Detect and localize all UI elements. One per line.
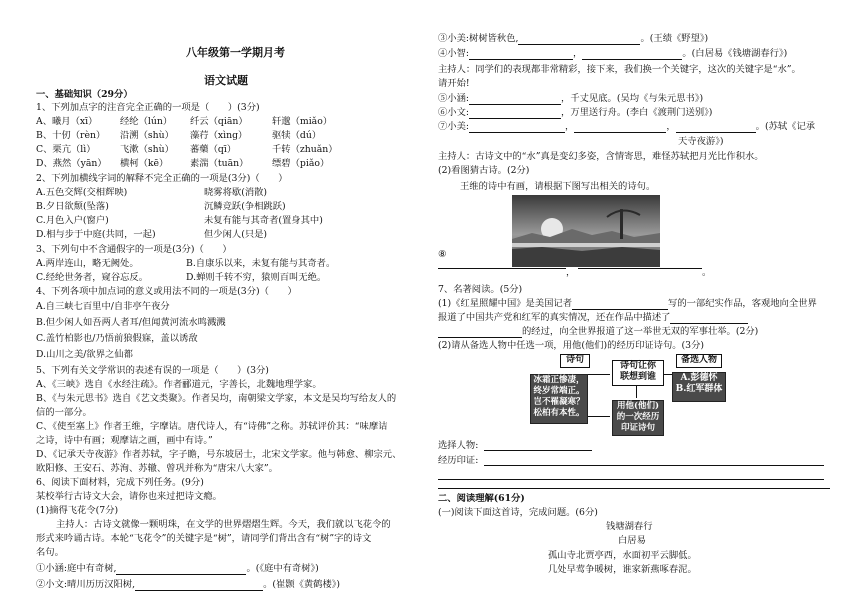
- q4-option-c: C.盖竹柏影也/乃悟前狼假寐，盖以诱敌: [36, 333, 198, 344]
- q7-p1-text-a: (1)《红星照耀中国》是美国记者: [438, 298, 573, 309]
- q6-item-1: [36, 562, 319, 575]
- q6-sub2-heading: (2)看图猜古诗。(2分): [438, 165, 530, 176]
- item-2-given: ②小文:晴川历历汉阳树,: [36, 579, 136, 590]
- q7-part2: (2)请从备选人物中任选一项，用他(他们)的经历印证诗句。(3分): [438, 340, 705, 351]
- item-5-source: ，千丈见底。(吴均《与朱元思书》): [561, 93, 704, 104]
- r1-poem-author: 白居易: [618, 535, 646, 546]
- exam-title: 八年级第一学期月考: [186, 46, 285, 59]
- poem-line-2: 终岁常端正。: [533, 386, 585, 396]
- q5-stem: 5、下列有关文学常识的表述有误的一项是（ ）(3分): [36, 365, 269, 376]
- item-3-answer-blank[interactable]: [518, 34, 640, 45]
- q5-option-b-2: 信的一部分。: [36, 407, 92, 418]
- q2-option-b-1: B.夕日欲颓(坠落): [36, 201, 109, 212]
- q7-p1-text-c: 报道了中国共产党和红军的真实情况，还在作品中描述了: [438, 312, 671, 323]
- q3-option-b: B.自康乐以来，未复有能与其奇者。: [186, 258, 336, 269]
- q7-part1-line1: [438, 297, 817, 310]
- q5-option-c-2: 之诗，诗中有画；观摩诘之画，画中有诗。”: [36, 435, 213, 446]
- q1-option-b-1: B、十仞（rèn）: [36, 130, 106, 141]
- q6-intro: 某校举行古诗文大会，请你也来过把诗文瘾。: [36, 491, 222, 502]
- item-5-given: ⑤小涵:: [438, 93, 470, 104]
- item-8-label: ⑧: [438, 249, 447, 260]
- q4-option-a: A.自三峡七百里中/自非亭午夜分: [36, 301, 170, 312]
- q3-option-a: A.两岸连山，略无阙处。: [36, 258, 139, 269]
- poem-line-3: 岂不罹凝寒？: [533, 397, 585, 407]
- item-6-given: ⑥小文:: [438, 107, 470, 118]
- item-2-answer-blank[interactable]: [135, 580, 263, 591]
- q1-option-d-3: 素湍（tuān）: [190, 158, 249, 169]
- item-8-comma: ，: [566, 267, 576, 278]
- q6-host2-text-2: 请开始!: [438, 78, 470, 89]
- q2-option-a-1: A.五色交辉(交相辉映): [36, 187, 128, 198]
- item-1-answer-blank[interactable]: [116, 564, 246, 575]
- item-4-given: ④小智:: [438, 48, 470, 59]
- q1-option-c-1: C、栗亢（lì）: [36, 144, 96, 155]
- q1-option-a-1: A、曦月（xī）: [36, 116, 98, 127]
- item-7-answer-blank-2[interactable]: [574, 122, 666, 133]
- diagram-recall-box: [612, 360, 664, 386]
- q7-stem: 7、名著阅读。(5分): [438, 284, 523, 295]
- q2-option-c-1: C.月色入户(窗户): [36, 215, 109, 226]
- q1-option-c-3: 蕃藥（qī）: [190, 144, 237, 155]
- arrow-recall-to-verify: [636, 386, 637, 398]
- q1-option-d-1: D、燕然（yān）: [36, 158, 107, 169]
- section-2-heading: 二、阅读理解(61分): [438, 493, 525, 504]
- r1-poem-line-2: 几处早莺争暖树，谁家新燕啄春泥。: [548, 564, 697, 575]
- recall-line-1: 诗句让你: [619, 361, 656, 371]
- q6-sub2-desc: 王维的诗中有画，请根据下图写出相关的诗句。: [460, 181, 656, 192]
- item-3-given: ③小美:树树皆秋色,: [438, 33, 519, 44]
- q4-stem: 4、下列各项中加点词的意义或用法不同的一项是(3分)（ ）: [36, 286, 297, 297]
- item-4-answer-blank-1[interactable]: [469, 49, 573, 60]
- q6-item-2: [36, 578, 340, 591]
- q7-pick-answer-line[interactable]: [484, 450, 592, 451]
- q6-host-text-3: 名句。: [36, 547, 64, 558]
- q1-option-d-4: 缥碧（piǎo）: [272, 158, 330, 169]
- poem-line-4: 松柏有本性。: [533, 408, 585, 418]
- q7-event-blank-cont[interactable]: [438, 327, 522, 338]
- q2-option-b-2: 沉鳞竞跃(争相跳跃): [204, 201, 286, 212]
- item-7-answer-blank-1[interactable]: [469, 122, 565, 133]
- diagram-candidates-box: [672, 372, 726, 402]
- item-1-given: ①小涵:庭中有奇树,: [36, 563, 117, 574]
- q1-option-b-3: 藻荇（xìng）: [190, 130, 248, 141]
- q5-option-c-1: C、《使至塞上》作者王维，字摩诘。唐代诗人，有“诗佛”之称。苏轼评价其：“味摩诘: [36, 421, 388, 432]
- item-8-answer-line-2[interactable]: [578, 268, 702, 269]
- q3-option-c: C.经纶世务者，窥谷忘反。: [36, 272, 149, 283]
- q2-option-a-2: 晓雾将歇(消散): [204, 187, 268, 198]
- diagram-poem-label: 诗句: [560, 354, 590, 368]
- q6-item-5: [438, 92, 703, 105]
- q4-option-b: B.但少闲人如吾两人者耳/但闻黄河流水鸣溅溅: [36, 317, 226, 328]
- diagram-poem-text: [530, 374, 588, 424]
- item-5-answer-blank[interactable]: [469, 94, 561, 105]
- q6-item-3: [438, 32, 708, 45]
- r1-poem-title: 钱塘湖春行: [606, 521, 653, 532]
- q3-option-d: D.蝉则千转不穷，猿则百叫无绝。: [186, 272, 327, 283]
- item-4-comma: ，: [573, 48, 583, 59]
- q1-option-b-4: 驱犊（dú）: [272, 130, 322, 141]
- q6-host3-text: 主持人：古诗文中的“水”真是变幻多姿，含情寄思，难怪苏轼把月光比作积水。: [438, 151, 764, 162]
- item-4-answer-blank-2[interactable]: [582, 49, 682, 60]
- item-8-period: 。: [702, 267, 712, 278]
- q6-stem: 6、阅读下面材料，完成下列任务。(9分): [36, 477, 204, 488]
- q7-proof-label: 经历印证:: [438, 455, 479, 466]
- item-1-source: 。(《庭中有奇树》): [246, 563, 319, 574]
- item-7-comma-1: ，: [565, 121, 575, 132]
- q2-option-d-1: D.相与步于中庭(共同，一起): [36, 229, 156, 240]
- q7-event-blank[interactable]: [670, 313, 748, 324]
- q6-host-text-1: 主持人：古诗文就像一颗明珠，在文学的世界熠熠生辉。今天，我们就以飞花令的: [56, 519, 391, 530]
- q5-option-d-2: 欧阳修、王安石、苏洵、苏辙、曾巩并称为“唐宋八大家”。: [36, 463, 278, 474]
- q1-option-a-4: 轩邈（miǎo）: [272, 116, 333, 127]
- section-divider: [438, 488, 830, 489]
- poem-line-1: 冰霜正惨凄，: [533, 375, 585, 385]
- r1-poem-line-1: 孤山寺北贾亭西，水面初平云脚低。: [548, 550, 697, 561]
- item-6-answer-blank[interactable]: [469, 108, 561, 119]
- q6-host-text-2: 形式来吟诵古诗。本轮“飞花令”的关键字是“树”，请同学们背出含有“树”字的诗文: [36, 533, 372, 544]
- q6-sub1-heading: (1)摘得飞花令(7分): [36, 505, 119, 516]
- q7-proof-answer-line-2[interactable]: [438, 479, 824, 480]
- item-6-source: ，万里送行舟。(李白《渡荆门送别》): [561, 107, 713, 118]
- q3-stem: 3、下列句中不含通假字的一项是(3分)（ ）: [36, 244, 232, 255]
- recall-line-2: 联想到谁: [619, 372, 656, 382]
- item-7-source-cont: 天寺夜游》): [678, 136, 724, 147]
- item-7-comma-2: ，: [666, 121, 676, 132]
- q6-item-4: [438, 47, 787, 60]
- q7-pick-label: 选择人物:: [438, 440, 479, 451]
- q7-p1-text-b: 写的一部纪实作品，客观地向全世界: [668, 298, 817, 309]
- q5-option-a: A、《三峡》选自《水经注疏》。作者郦道元，字善长，北魏地理学家。: [36, 379, 322, 390]
- diagram-candidates-label: 备选人物: [676, 354, 722, 368]
- q7-part1-line2: [438, 311, 748, 324]
- q1-option-c-2: 飞漱（shù）: [120, 144, 174, 155]
- item-4-source: 。(白居易《钱塘湖春行》): [682, 48, 788, 59]
- arrow-recall-to-candidates: [664, 374, 672, 375]
- r1-stem: (一)阅读下面这首诗，完成问题。(6分): [438, 507, 598, 518]
- q6-item-6: [438, 106, 712, 119]
- q5-option-d-1: D、《记承天寺夜游》作者苏轼，字子瞻，号东坡居士，北宋文学家。他与韩愈、柳宗元、: [36, 449, 402, 460]
- arrow-verify-to-poem: [588, 416, 610, 417]
- q7-diagram: [524, 352, 732, 438]
- item-7-given: ⑦小美:: [438, 121, 470, 132]
- q1-option-a-2: 经纶（lún）: [120, 116, 173, 127]
- q1-option-a-3: 纤云（qiān）: [190, 116, 248, 127]
- q7-p1-text-d: 的经过，向全世界报道了这一举世无双的军事壮举。(2分): [522, 326, 759, 337]
- q1-option-c-4: 千转（zhuǎn）: [272, 144, 338, 155]
- q1-option-b-2: 沿溯（shù）: [120, 130, 174, 141]
- section-1-heading: 一、基础知识（29分）: [36, 89, 133, 100]
- subject-title: 语文试题: [204, 74, 248, 87]
- item-2-source: 。(崔颢《黄鹤楼》): [263, 579, 341, 590]
- q2-option-c-2: 未复有能与其奇者(置身其中): [204, 215, 323, 226]
- verify-line-2: 的一次经历: [616, 412, 660, 422]
- item-8-answer-line-1[interactable]: [438, 268, 566, 269]
- item-7-source: 。(苏轼《记承: [755, 121, 816, 132]
- q1-stem: 1、下列加点字的注音完全正确的一项是（ ）(3分): [36, 102, 260, 113]
- item-7-answer-blank-3[interactable]: [676, 122, 756, 133]
- item-3-source: 。(王绩《野望》): [640, 33, 709, 44]
- arrow-poem-to-recall: [588, 374, 610, 375]
- q7-proof-answer-line-1[interactable]: [484, 465, 824, 466]
- verify-line-1: 用他(他们): [616, 401, 660, 411]
- q5-option-b-1: B、《与朱元思书》选自《艺文类聚》。作者吴均，南朝梁文学家，本文是吴均写给友人的: [36, 393, 397, 404]
- q6-item-7: [438, 120, 815, 133]
- q2-stem: 2、下列加横线字词的解释不完全正确的一项是(3分)（ ）: [36, 173, 288, 184]
- candidate-a: A.彭德怀: [680, 373, 718, 383]
- q4-option-d: D.山川之美/欲界之仙都: [36, 349, 133, 360]
- q7-reporter-blank[interactable]: [572, 299, 668, 310]
- q6-host2-text-1: 主持人：同学们的表现都非常精彩，接下来，我们换一个关键字，这次的关键字是“水”。: [438, 64, 801, 75]
- verify-line-3: 印证诗句: [620, 423, 655, 433]
- landscape-painting-image: [512, 195, 660, 267]
- q7-part1-line3: [438, 325, 758, 338]
- q1-option-d-2: 横柯（kē）: [120, 158, 169, 169]
- q2-option-d-2: 但少闲人(只是): [204, 229, 268, 240]
- candidate-b: B.红军群体: [675, 384, 723, 394]
- diagram-verify-box: [612, 400, 664, 436]
